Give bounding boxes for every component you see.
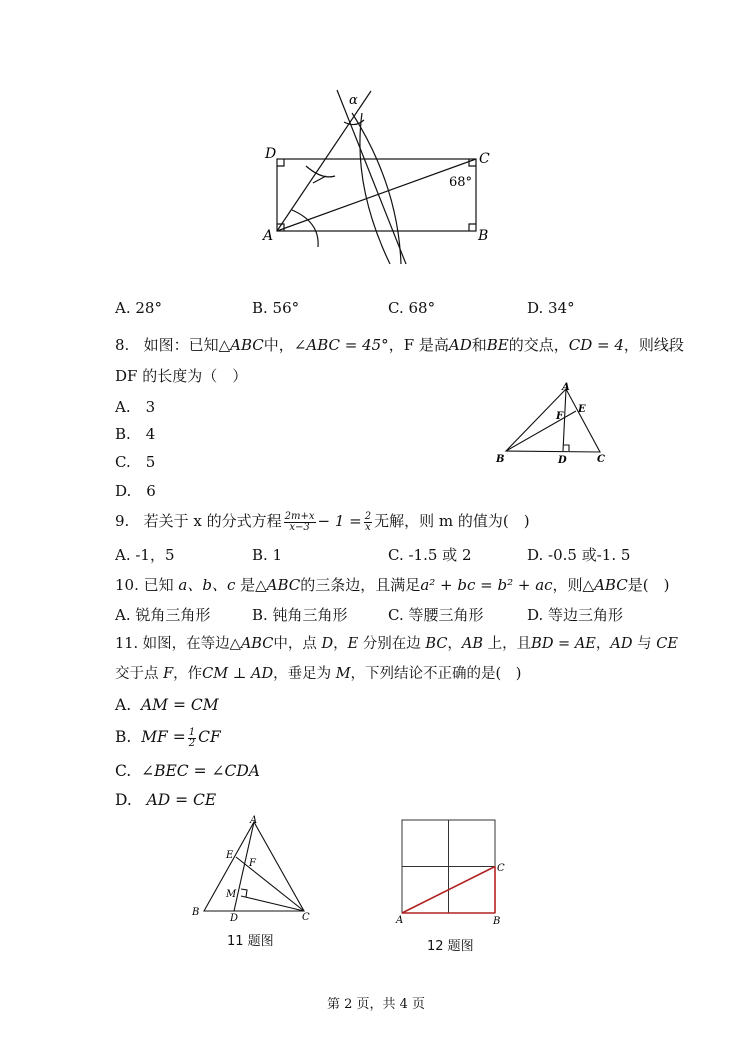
q8-label-a: A: [562, 382, 570, 393]
q9-option-a[interactable]: A. -1，5: [115, 546, 175, 564]
q11-math: AB: [461, 636, 484, 652]
fig12-label-c: C: [497, 863, 505, 874]
q11-math: CE: [656, 636, 678, 652]
vertex-c-label: C: [479, 151, 490, 167]
fig11-caption: 11 题图: [227, 934, 274, 949]
q10-math: a² + bc = b² + ac: [420, 576, 553, 594]
q10-option-a[interactable]: A. 锐角三角形: [115, 606, 211, 624]
q8-figure: [492, 378, 612, 468]
vertex-d-label: D: [265, 146, 277, 162]
q11-math: CM ⊥ AD: [202, 666, 274, 682]
q8-math: BE: [486, 336, 509, 354]
q10-option-d[interactable]: D. 等边三角形: [527, 606, 624, 624]
q10-option-c[interactable]: C. 等腰三角形: [388, 606, 484, 624]
q8-label-f: F: [556, 411, 564, 422]
q9-fraction: $\frac{2}{x}$: [364, 510, 372, 533]
q10-option-b[interactable]: B. 钝角三角形: [252, 606, 348, 624]
q11-option-text: MF =: [141, 728, 186, 746]
q11-math: BC: [425, 636, 448, 652]
q8-text: ，F 是高: [388, 336, 449, 354]
q8-text: 和: [471, 336, 487, 354]
q9-option-b[interactable]: B. 1: [252, 546, 283, 564]
q8-number: 8.: [115, 336, 130, 354]
q8-math: CD = 4: [568, 336, 624, 354]
alpha-label: α: [349, 93, 358, 108]
q11-text: ，作: [173, 666, 203, 682]
q11-option-label: A.: [115, 696, 132, 714]
q8-text: 中，: [263, 336, 294, 354]
q11-text: 11. 如图，在等边△: [115, 636, 241, 652]
q10-math: a、b、c: [178, 576, 236, 594]
q9-text: 若关于 x 的分式方程: [143, 512, 282, 530]
q11-stem-line1: [115, 634, 678, 654]
fig11-label-m: M: [226, 889, 237, 900]
q11-option-label: C.: [115, 762, 132, 780]
q11-option-text: CF: [198, 728, 221, 746]
q8-text: 的交点，: [508, 336, 569, 354]
q10-text: 是△: [235, 576, 267, 594]
q9-stem: [115, 508, 530, 534]
q7-option-c[interactable]: C. 68°: [388, 299, 436, 317]
fig11-label-d: D: [230, 913, 239, 922]
q8-math: AD: [448, 336, 472, 354]
q10-text: 是( ): [627, 576, 670, 594]
q8-stem-line1: [115, 335, 684, 355]
fig11-label-f: F: [249, 858, 256, 869]
q11-math: BD = AE: [531, 636, 596, 652]
q11-text: ，下列结论不正确的是( ): [350, 666, 522, 682]
q10-math: ABC: [594, 576, 628, 594]
q9-option-d[interactable]: D. -0.5 或-1. 5: [527, 546, 631, 564]
q8-label-c: C: [597, 454, 605, 465]
q11-math: F: [163, 666, 174, 682]
q9-fraction: $\frac{2m+x}{x-3}$: [284, 510, 315, 533]
q8-label-d: D: [558, 455, 567, 466]
q10-stem: [115, 575, 669, 595]
q11-text: 上，且: [483, 636, 532, 652]
q8-label-e: E: [578, 404, 586, 415]
fig12-label-b: B: [493, 916, 501, 927]
q11-fraction: $\frac{1}{2}$: [188, 726, 196, 749]
fig11-label-b: B: [192, 907, 200, 918]
q11-text: 交于点: [115, 666, 164, 682]
q8-stem-line2: DF 的长度为（ ）: [115, 367, 248, 385]
q11-stem-line2: [115, 664, 521, 684]
q11-option-b[interactable]: [115, 724, 221, 750]
q11-text: ，: [595, 636, 611, 652]
fig12-caption: 12 题图: [427, 939, 474, 954]
q11-option-label: B.: [115, 728, 132, 746]
q9-math: − 1 =: [317, 512, 362, 530]
q11-math: E: [347, 636, 359, 652]
q8-option-b[interactable]: B. 4: [115, 425, 156, 443]
q11-math: M: [335, 666, 351, 682]
angle-68-label: 68°: [449, 175, 473, 190]
q7-option-d[interactable]: D. 34°: [527, 299, 575, 317]
q11-text: ，: [333, 636, 348, 652]
q11-option-text: AD = CE: [146, 791, 217, 809]
q10-text: 10. 已知: [115, 576, 179, 594]
vertex-b-label: B: [478, 228, 489, 244]
q8-math: ABC: [230, 336, 264, 354]
q7-option-b[interactable]: B. 56°: [252, 299, 300, 317]
q8-label-b: B: [496, 454, 505, 465]
fig11-label-c: C: [302, 912, 310, 922]
q11-option-text: AM = CM: [140, 696, 219, 714]
fig12-label-a: A: [396, 915, 404, 926]
fig11-figure: [185, 812, 315, 922]
fig11-label-a: A: [250, 815, 258, 826]
q11-math: D: [321, 636, 334, 652]
q8-option-a[interactable]: A. 3: [115, 398, 156, 416]
q11-option-text: ∠BEC = ∠CDA: [141, 762, 260, 780]
vertex-a-label: A: [263, 228, 274, 244]
q7-option-a[interactable]: A. 28°: [115, 299, 162, 317]
q10-text: ，则△: [552, 576, 595, 594]
q8-math: ∠ABC = 45°: [293, 336, 389, 354]
q7-figure: [255, 85, 505, 270]
q9-text: 无解，则 m 的值为( ): [374, 512, 530, 530]
q11-text: 中，点: [273, 636, 322, 652]
q8-text: ，则线段: [623, 336, 684, 354]
q11-option-d[interactable]: [115, 790, 216, 810]
q11-text: ，: [447, 636, 462, 652]
q8-text: 如图：已知△: [143, 336, 231, 354]
q11-option-label: D.: [115, 791, 132, 809]
q11-text: 与: [632, 636, 657, 652]
fig11-label-e: E: [226, 850, 234, 861]
q11-text: ，垂足为: [273, 666, 336, 682]
fig12-figure: [395, 812, 515, 927]
q11-math: ABC: [240, 636, 274, 652]
q11-text: 分别在边: [358, 636, 426, 652]
page-footer: 第 2 页，共 4 页: [326, 997, 426, 1012]
q10-text: 的三条边，且满足: [300, 576, 421, 594]
q10-math: ABC: [266, 576, 301, 594]
q11-option-c[interactable]: [115, 761, 260, 781]
q8-option-d[interactable]: D. 6: [115, 482, 156, 500]
q8-option-c[interactable]: C. 5: [115, 453, 156, 471]
q9-number: 9.: [115, 512, 130, 530]
q11-option-a[interactable]: [115, 695, 219, 715]
q9-option-c[interactable]: C. -1.5 或 2: [388, 546, 472, 564]
q11-math: AD: [610, 636, 633, 652]
